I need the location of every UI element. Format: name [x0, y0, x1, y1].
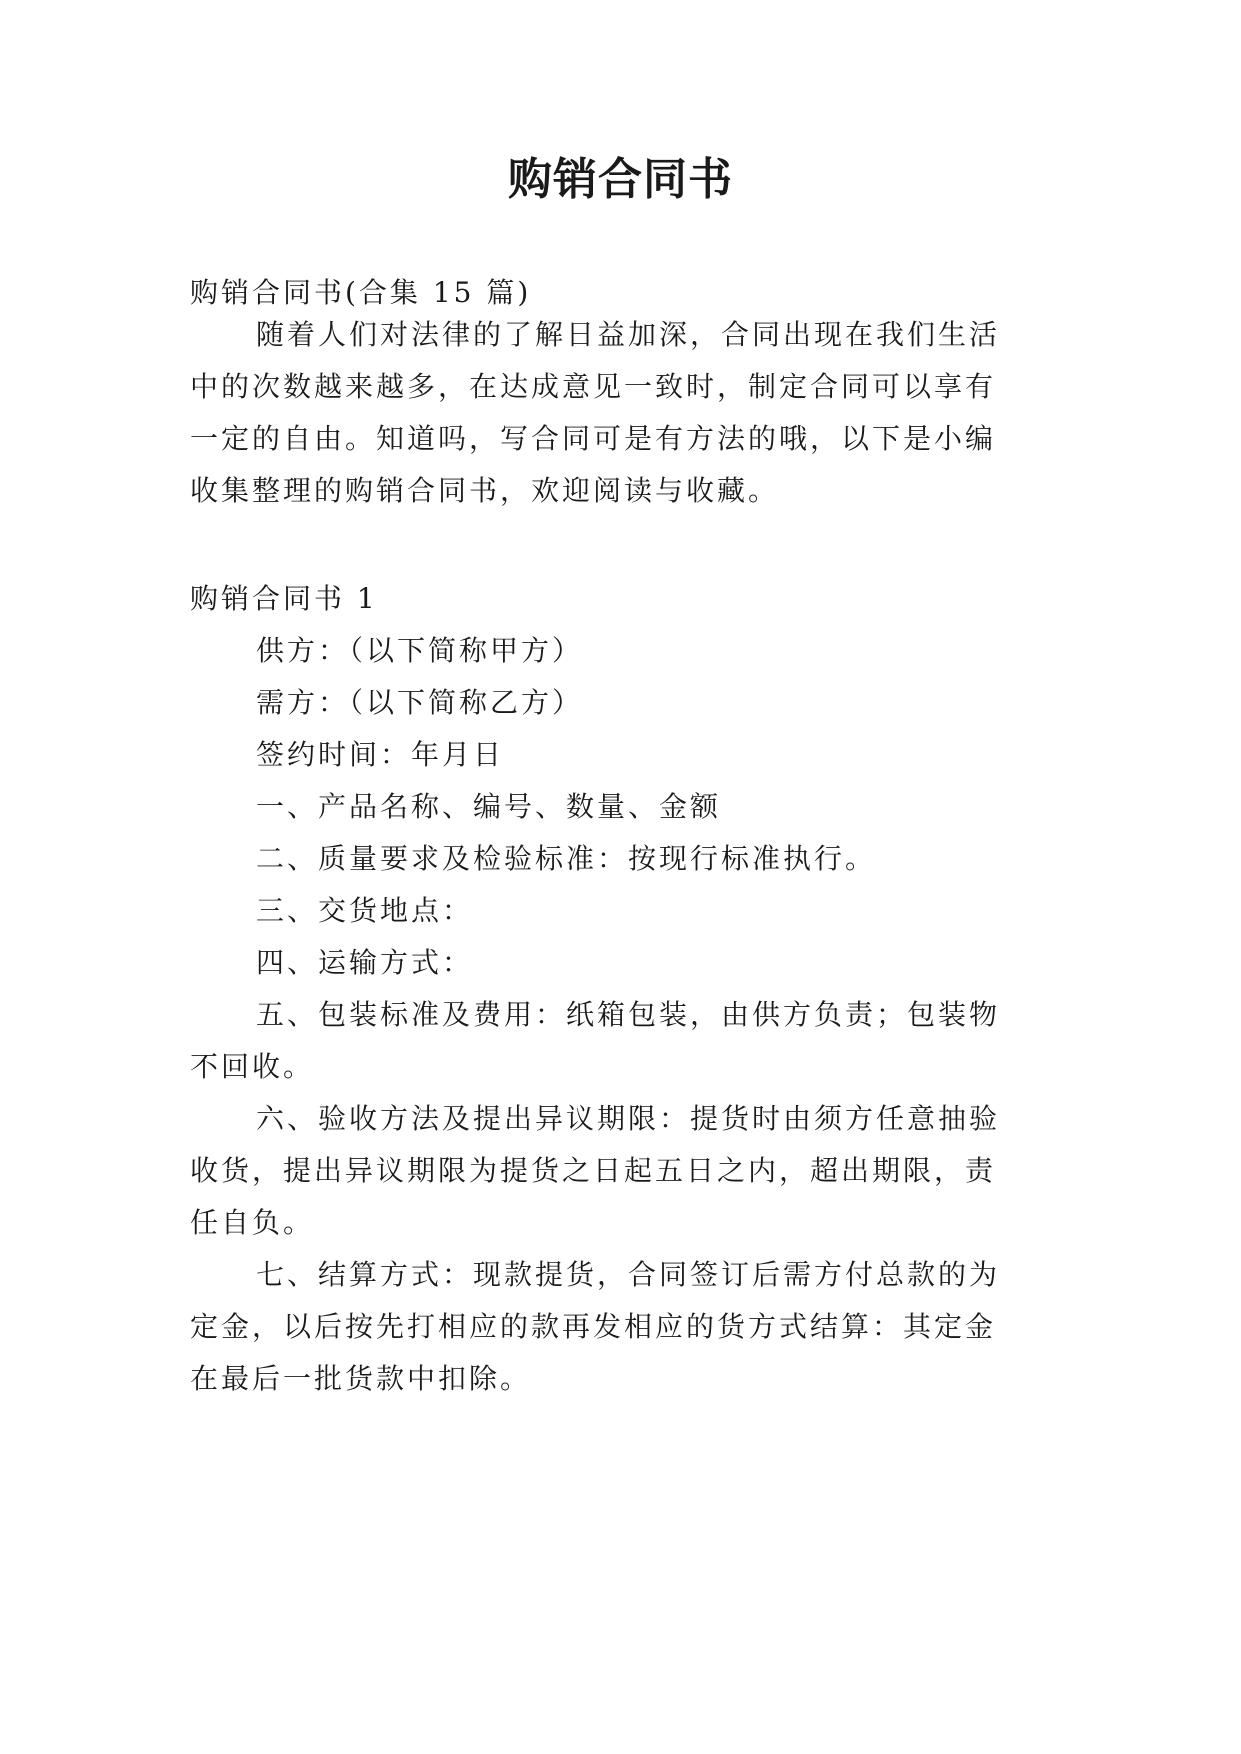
intro-line: 一定的自由。知道吗，写合同可是有方法的哦，以下是小编 — [190, 422, 997, 455]
buyer-line: 需方：（以下简称乙方） — [256, 686, 584, 719]
clause-3: 三、交货地点： — [256, 894, 474, 927]
supplier-line: 供方：（以下简称甲方） — [256, 634, 584, 667]
collection-heading: 购销合同书(合集 15 篇) — [190, 276, 532, 309]
clause-5-line: 五、包装标准及费用：纸箱包装，由供方负责；包装物 — [256, 998, 1001, 1031]
clause-6-line: 收货，提出异议期限为提货之日起五日之内，超出期限，责 — [190, 1154, 997, 1187]
clause-5-line: 不回收。 — [190, 1050, 315, 1083]
clause-6-line: 六、验收方法及提出异议期限：提货时由须方任意抽验 — [256, 1102, 1001, 1135]
intro-line: 中的次数越来越多，在达成意见一致时，制定合同可以享有 — [190, 370, 997, 403]
clause-6-line: 任自负。 — [190, 1206, 315, 1239]
clause-7-line: 七、结算方式：现款提货，合同签订后需方付总款的为 — [256, 1258, 1001, 1291]
clause-2: 二、质量要求及检验标准：按现行标准执行。 — [256, 842, 877, 875]
sign-date-line: 签约时间：年月日 — [256, 738, 505, 771]
clause-1: 一、产品名称、编号、数量、金额 — [256, 790, 722, 823]
clause-7-line: 在最后一批货款中扣除。 — [190, 1362, 532, 1395]
clause-4: 四、运输方式： — [256, 946, 474, 979]
document-title: 购销合同书 — [508, 154, 733, 205]
clause-7-line: 定金，以后按先打相应的款再发相应的货方式结算：其定金 — [190, 1310, 997, 1343]
intro-line: 随着人们对法律的了解日益加深，合同出现在我们生活 — [256, 318, 1001, 351]
section-heading: 购销合同书 1 — [190, 582, 378, 615]
intro-line: 收集整理的购销合同书，欢迎阅读与收藏。 — [190, 474, 780, 507]
